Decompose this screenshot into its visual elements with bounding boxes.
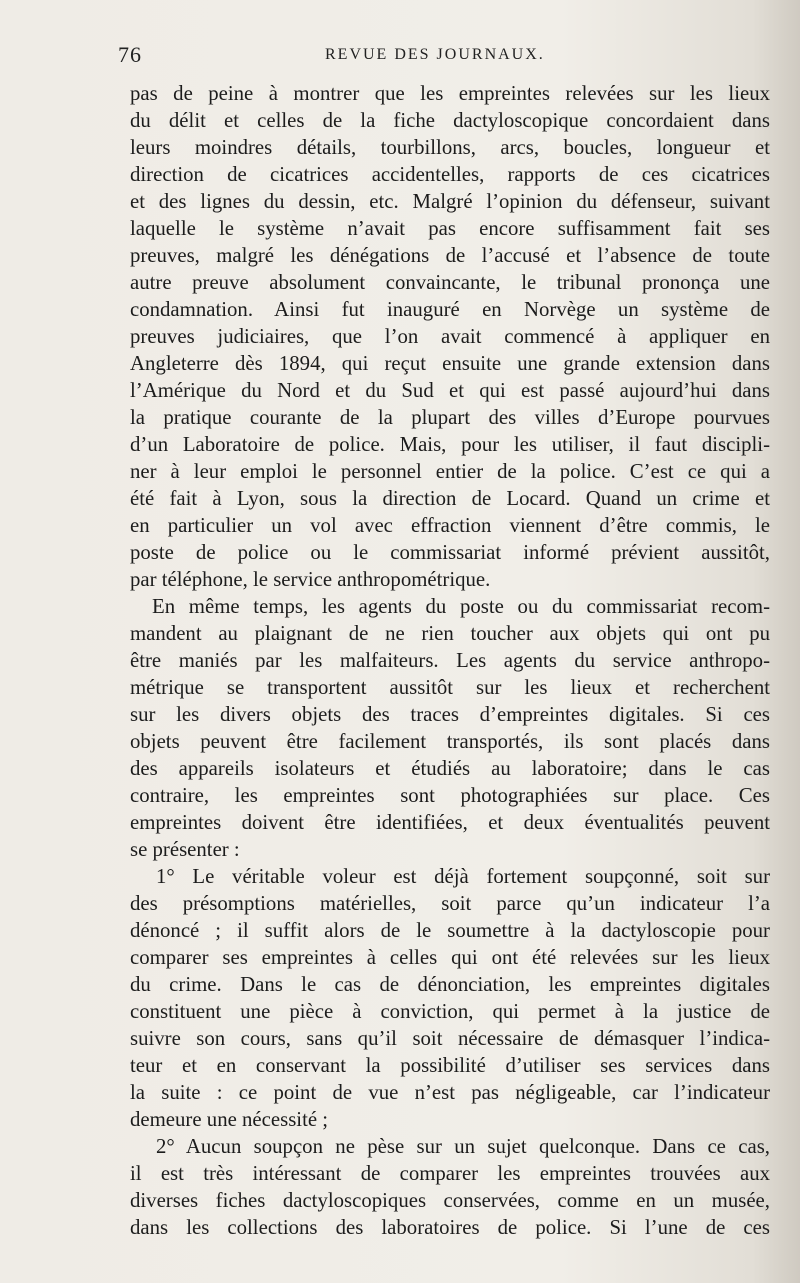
text-line: mandent au plaignant de ne rien toucher aux objets qui ont pu	[130, 622, 770, 645]
text-line: direction de cicatrices accidentelles, rapports de ces cicatrices	[130, 163, 770, 186]
text-line: des présomptions matérielles, soit parce qu’un indicateur l’a	[130, 892, 770, 915]
text-line: se présenter :	[130, 838, 240, 861]
page-number: 76	[118, 42, 142, 67]
text-line: poste de police ou le commissariat informé prévient aussitôt,	[130, 541, 770, 564]
text-line: dans les collections des laboratoires de police. Si l’une de ces	[130, 1216, 770, 1239]
text-line: preuves, malgré les dénégations de l’accusé et l’absence de toute	[130, 244, 770, 267]
text-line: laquelle le système n’avait pas encore suffisamment fait ses	[130, 217, 770, 240]
text-line: la suite : ce point de vue n’est pas négligeable, car l’indicateur	[130, 1081, 770, 1104]
text-line: en particulier un vol avec effraction viennent d’être commis, le	[130, 514, 770, 537]
text-line: être maniés par les malfaiteurs. Les agents du service anthropo-	[130, 649, 770, 672]
text-line: métrique se transportent aussitôt sur les lieux et recherchent	[130, 676, 770, 699]
text-line: condamnation. Ainsi fut inauguré en Norvège un système de	[130, 298, 770, 321]
text-line: constituent une pièce à conviction, qui permet à la justice de	[130, 1000, 770, 1023]
text-line: des appareils isolateurs et étudiés au laboratoire; dans le cas	[130, 757, 770, 780]
text-line: et des lignes du dessin, etc. Malgré l’opinion du défenseur, suivant	[130, 190, 770, 213]
running-title: REVUE DES JOURNAUX.	[325, 46, 545, 63]
text-line: ner à leur emploi le personnel entier de la police. C’est ce qui a	[130, 460, 770, 483]
text-line: leurs moindres détails, tourbillons, arcs, boucles, longueur et	[130, 136, 770, 159]
text-line: Angleterre dès 1894, qui reçut ensuite une grande extension dans	[130, 352, 770, 375]
text-line: demeure une nécessité ;	[130, 1108, 329, 1131]
text-line: il est très intéressant de comparer les empreintes trouvées aux	[130, 1162, 770, 1185]
text-line: l’Amérique du Nord et du Sud et qui est passé aujourd’hui dans	[130, 379, 770, 402]
text-line: objets peuvent être facilement transportés, ils sont placés dans	[130, 730, 770, 753]
text-line: autre preuve absolument convaincante, le tribunal prononça une	[130, 271, 770, 294]
text-line: comparer ses empreintes à celles qui ont été relevées sur les lieux	[130, 946, 770, 969]
text-line: d’un Laboratoire de police. Mais, pour les utiliser, il faut discipli-	[130, 433, 770, 456]
body-text	[130, 80, 770, 1241]
text-line: par téléphone, le service anthropométrique.	[130, 568, 491, 591]
page-header	[0, 42, 800, 72]
text-line: pas de peine à montrer que les empreintes relevées sur les lieux	[130, 82, 770, 105]
text-line: preuves judiciaires, que l’on avait commencé à appliquer en	[130, 325, 770, 348]
text-line: teur et en conservant la possibilité d’utiliser ses services dans	[130, 1054, 770, 1077]
list-item-1-line: 1° Le véritable voleur est déjà fortement soupçonné, soit sur	[156, 865, 770, 888]
text-line: contraire, les empreintes sont photographiées sur place. Ces	[130, 784, 770, 807]
text-line: suivre son cours, sans qu’il soit nécessaire de démasquer l’indica-	[130, 1027, 770, 1050]
list-item-2-line: 2° Aucun soupçon ne pèse sur un sujet quelconque. Dans ce cas,	[156, 1135, 770, 1158]
text-line: dénoncé ; il suffit alors de le soumettre à la dactyloscopie pour	[130, 919, 770, 942]
paragraph-start-line: En même temps, les agents du poste ou du commissariat recom-	[152, 595, 770, 618]
text-line: été fait à Lyon, sous la direction de Locard. Quand un crime et	[130, 487, 770, 510]
text-line: diverses fiches dactyloscopiques conservées, comme en un musée,	[130, 1189, 770, 1212]
text-line: la pratique courante de la plupart des villes d’Europe pourvues	[130, 406, 770, 429]
text-line: du crime. Dans le cas de dénonciation, les empreintes digitales	[130, 973, 770, 996]
text-line: du délit et celles de la fiche dactyloscopique concordaient dans	[130, 109, 770, 132]
text-line: sur les divers objets des traces d’empreintes digitales. Si ces	[130, 703, 770, 726]
text-line: empreintes doivent être identifiées, et deux éventualités peuvent	[130, 811, 770, 834]
